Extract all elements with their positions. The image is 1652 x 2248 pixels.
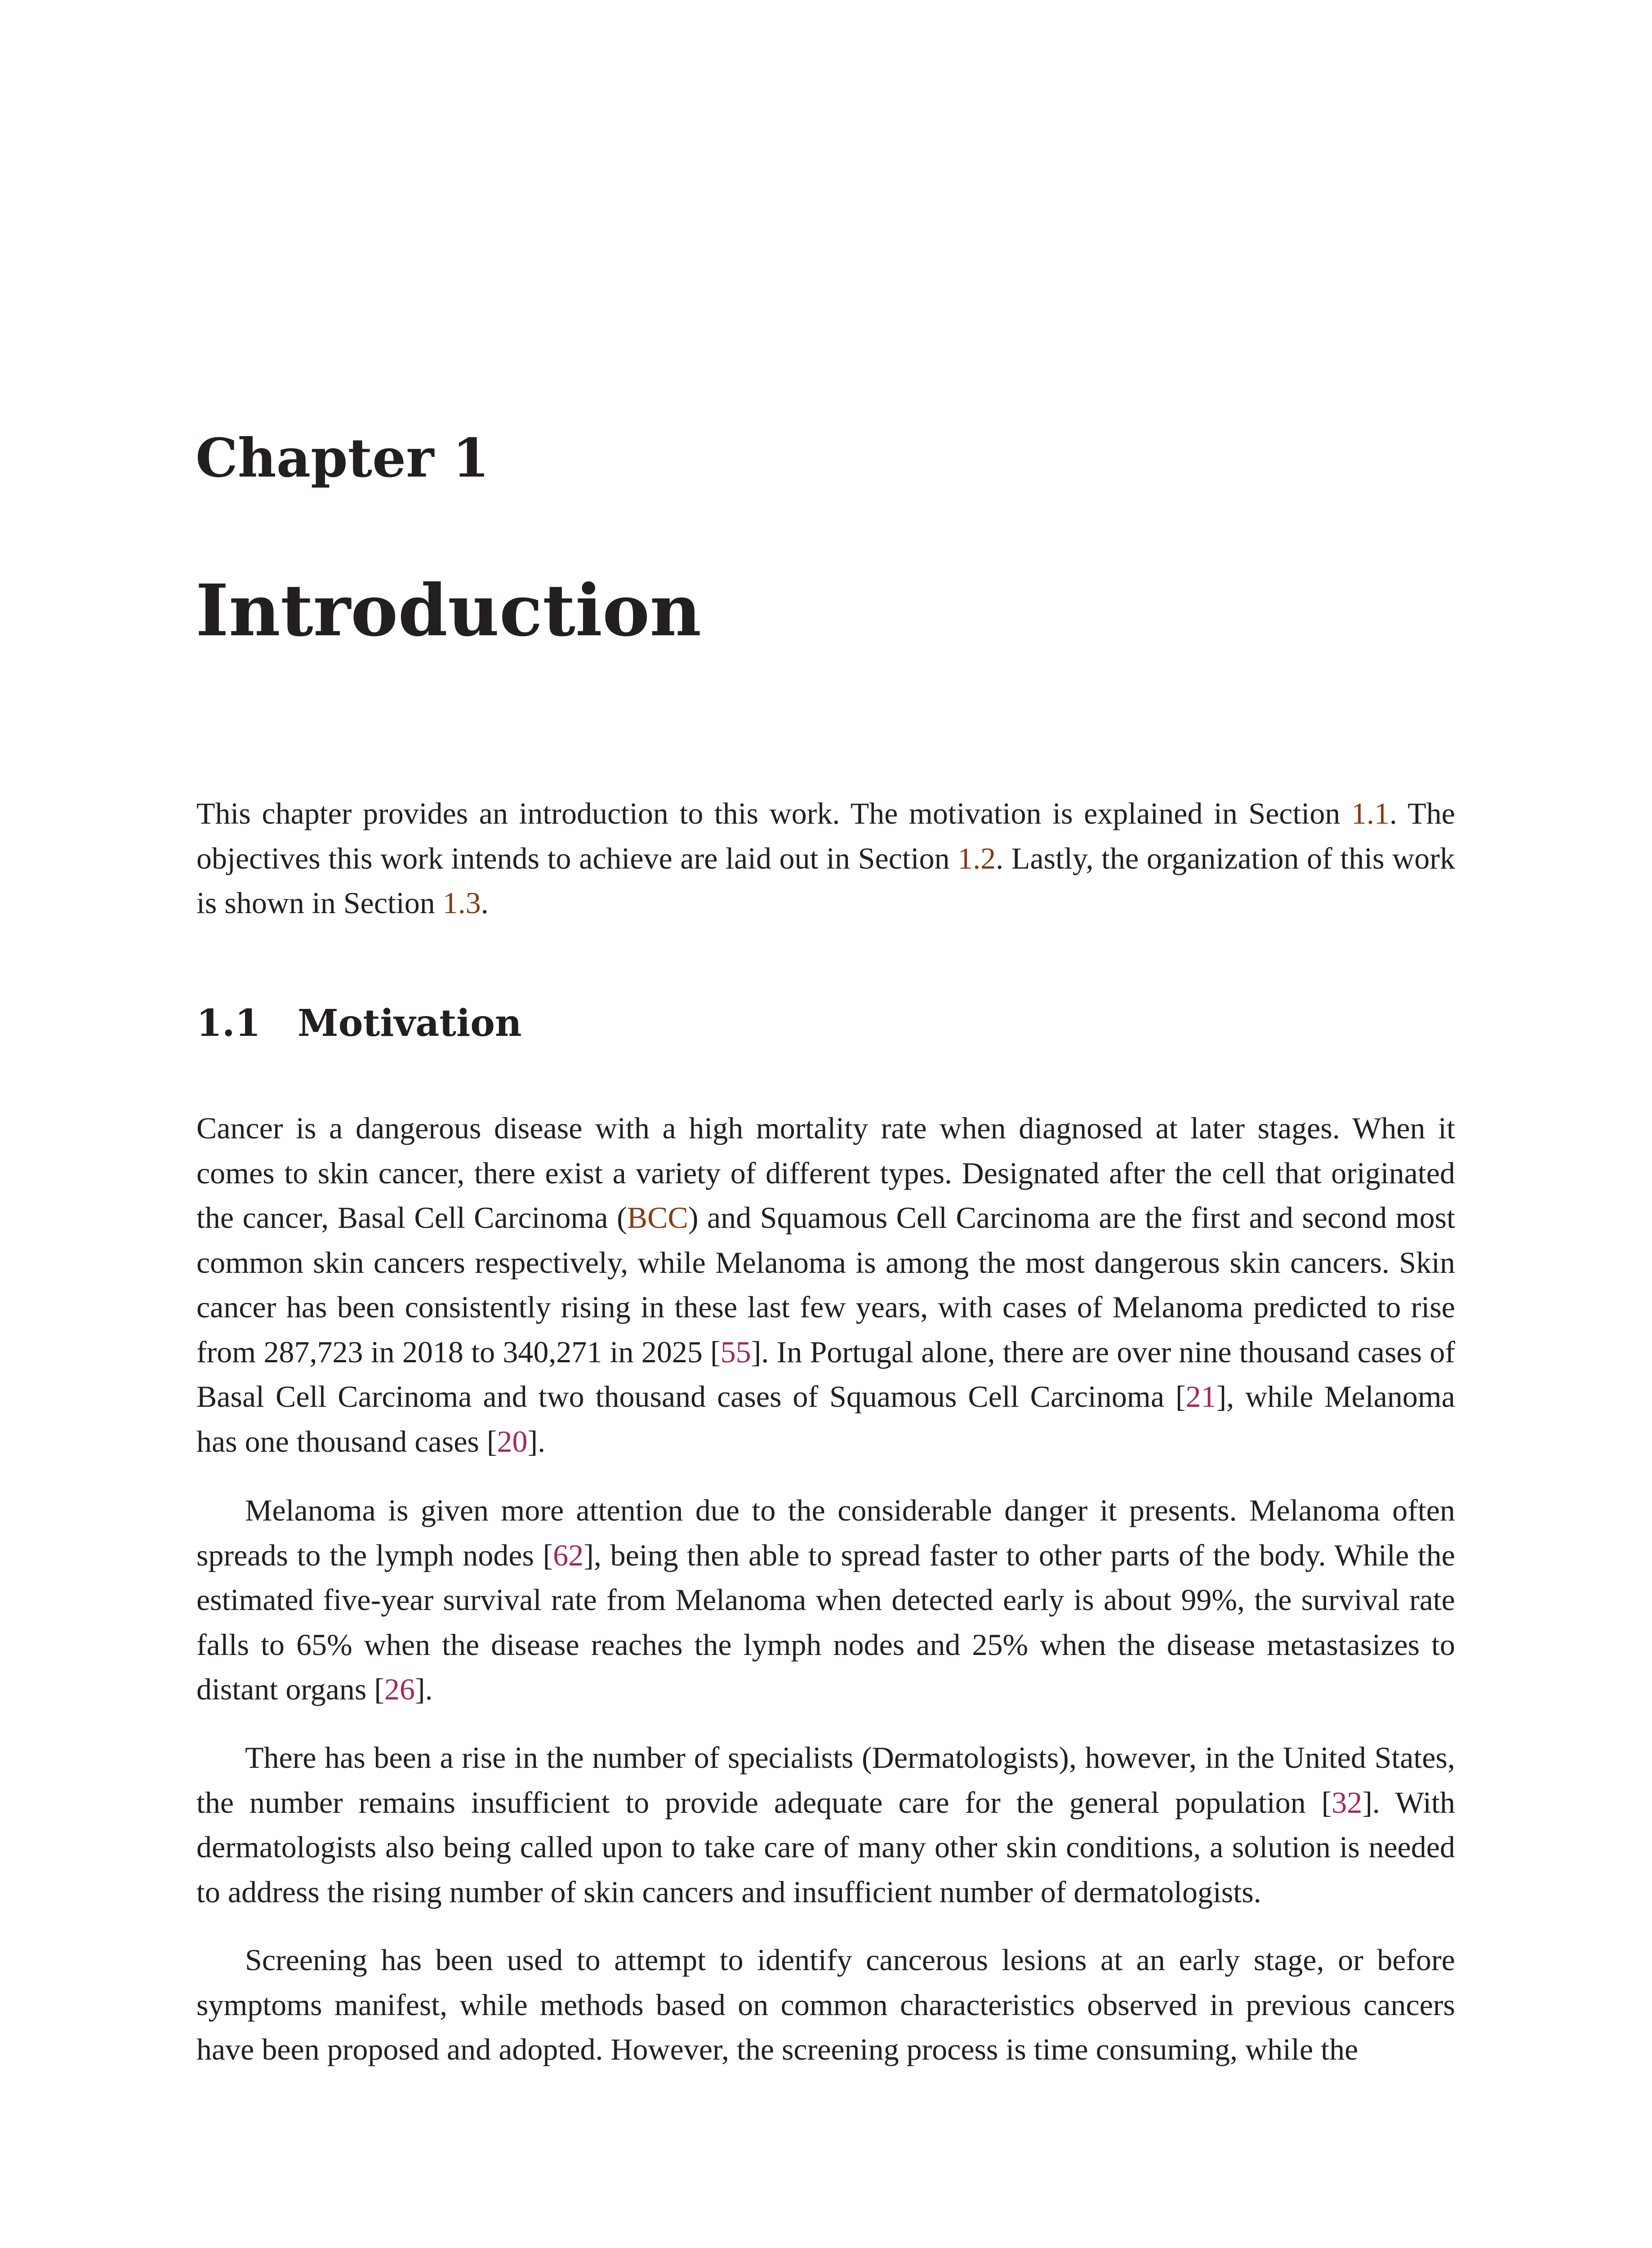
p1-text-4: ], while Melanoma has one thousand cases [	[196, 1379, 1455, 1459]
section-ref-1-3[interactable]: 1.3	[442, 886, 481, 920]
p2-text-3: ].	[415, 1672, 433, 1706]
p3-text-2: ]. With dermatologists also being called upon to take care of many other skin conditions, a solution is needed to address the rising number of skin cancers and insufficient number of dermatologists.	[196, 1785, 1455, 1909]
citation-21[interactable]: 21	[1185, 1379, 1216, 1414]
intro-text-3: . Lastly, the organization of this work is shown in Section	[196, 841, 1455, 920]
citation-55[interactable]: 55	[720, 1334, 751, 1369]
intro-text-2: . The objectives this work intends to achieve are laid out in Section	[196, 796, 1455, 875]
citation-20[interactable]: 20	[497, 1424, 528, 1459]
section-heading-motivation	[196, 1002, 522, 1045]
motivation-paragraph-4	[196, 1938, 1455, 2072]
section-title: Motivation	[298, 1002, 522, 1045]
section-ref-1-1[interactable]: 1.1	[1351, 796, 1389, 830]
p2-text-2: ], being then able to spread faster to other parts of the body. While the estimated five-year survival rate from Melanoma when detected early is about 99%, the survival rate falls to 65% when the disease reaches the lymph nodes and 25% when the disease metastasizes to distant organs [	[196, 1538, 1455, 1706]
motivation-paragraph-1	[196, 1106, 1455, 1464]
p1-text-2: ) and Squamous Cell Carcinoma are the first and second most common skin cancers respectively, while Melanoma is among the most dangerous skin cancers. Skin cancer has been consistently rising in these last few years, with cases of Melanoma predicted to rise from 287,723 in 2018 to 340,271 in 2025 [	[196, 1200, 1455, 1369]
p4-text-1: Screening has been used to attempt to identify cancerous lesions at an early stage, or before symptoms manifest, while methods based on common characteristics observed in previous cancers have been proposed and adopted. However, the screening process is time consuming, while the	[196, 1943, 1455, 2066]
p2-text-1: Melanoma is given more attention due to the considerable danger it presents. Melanoma often spreads to the lymph nodes [	[196, 1493, 1455, 1572]
intro-paragraph	[196, 791, 1455, 926]
section-ref-1-2[interactable]: 1.2	[957, 841, 996, 875]
p1-text-5: ].	[527, 1424, 546, 1459]
chapter-label: Chapter 1	[196, 427, 490, 489]
motivation-paragraph-2	[196, 1488, 1455, 1712]
p3-text-1: There has been a rise in the number of specialists (Dermatologists), however, in the United States, the number remains insufficient to provide adequate care for the general population [	[196, 1740, 1455, 1820]
p1-text-3: ]. In Portugal alone, there are over nine thousand cases of Basal Cell Carcinoma and two thousand cases of Squamous Cell Carcinoma [	[196, 1334, 1455, 1414]
citation-26[interactable]: 26	[384, 1672, 415, 1706]
intro-text-1: This chapter provides an introduction to this work. The motivation is explained in Section	[196, 796, 1351, 830]
citation-62[interactable]: 62	[553, 1538, 584, 1572]
motivation-paragraph-3	[196, 1735, 1455, 1914]
chapter-title: Introduction	[196, 569, 702, 652]
intro-text-4: .	[481, 886, 489, 920]
citation-32[interactable]: 32	[1331, 1785, 1363, 1820]
section-number: 1.1	[196, 1002, 261, 1045]
acronym-link-bcc[interactable]: BCC	[627, 1200, 688, 1235]
p1-text-1: Cancer is a dangerous disease with a high mortality rate when diagnosed at later stages. When it comes to skin cancer, there exist a variety of different types. Designated after the cell that originated the cancer, Basal Cell Carcinoma (	[196, 1111, 1455, 1235]
